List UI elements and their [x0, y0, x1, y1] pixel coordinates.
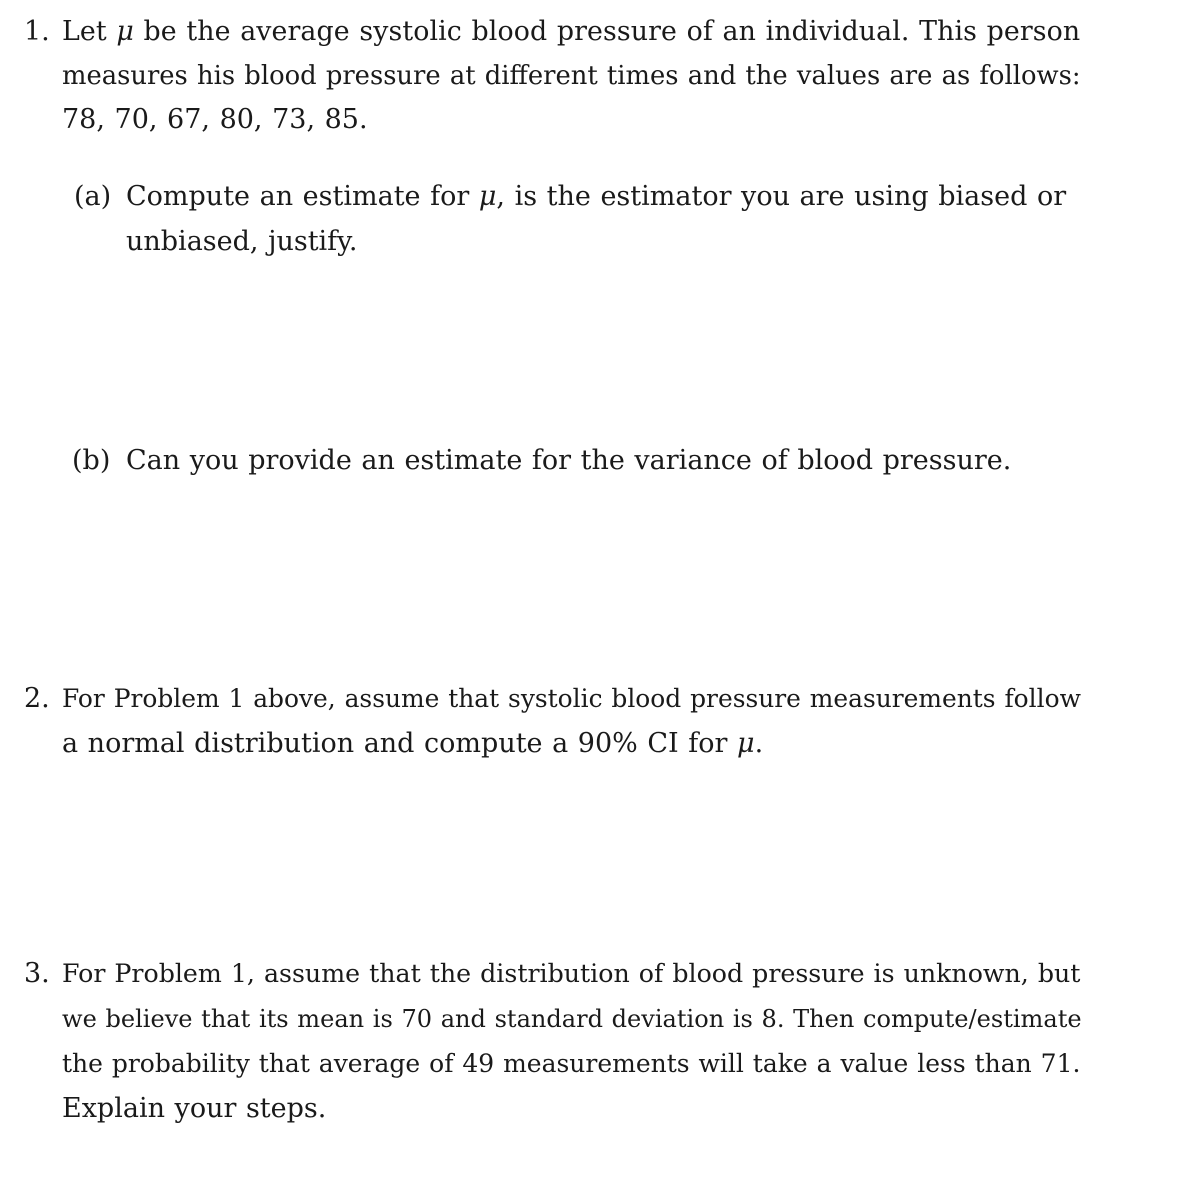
problem-3-line-2: we believe that its mean is 70 and standard deviation is 8. Then compute/estimate [62, 1005, 1082, 1033]
text-segment: Let [62, 16, 117, 47]
part-a-line-2: unbiased, justify. [126, 226, 358, 257]
problem-3-line-4: Explain your steps. [62, 1093, 327, 1124]
problem-1-line-1 [62, 16, 1080, 48]
part-a-line-1 [126, 181, 1066, 213]
problem-1-line-3: 78, 70, 67, 80, 73, 85. [62, 104, 368, 135]
problem-1-line-2: measures his blood pressure at different times and the values are as follows: [62, 61, 1081, 91]
problem-3-line-3: the probability that average of 49 measurements will take a value less than 71. [62, 1049, 1081, 1078]
problem-2-line-2 [62, 728, 763, 760]
mu-symbol: μ [116, 16, 134, 47]
text-segment: a normal distribution and compute a 90% CI for [62, 728, 738, 759]
problem-1-number: 1. [24, 16, 50, 47]
part-b-label: (b) [72, 445, 111, 476]
part-a-label: (a) [74, 181, 112, 212]
problem-3-line-1: For Problem 1, assume that the distribution of blood pressure is unknown, but [62, 959, 1081, 988]
part-b-line-1: Can you provide an estimate for the variance of blood pressure. [126, 445, 1012, 476]
text-segment: Compute an estimate for [126, 181, 479, 212]
text-segment: . [754, 728, 764, 759]
problem-2-line-1: For Problem 1 above, assume that systolic blood pressure measurements follow [62, 684, 1081, 713]
problem-2-number: 2. [24, 683, 50, 714]
text-segment: , is the estimator you are using biased or [496, 181, 1067, 212]
problem-3-number: 3. [24, 958, 50, 989]
text-segment: be the average systolic blood pressure of an individual. This person [133, 16, 1081, 47]
mu-symbol: μ [478, 181, 497, 212]
mu-symbol: μ [737, 728, 755, 759]
